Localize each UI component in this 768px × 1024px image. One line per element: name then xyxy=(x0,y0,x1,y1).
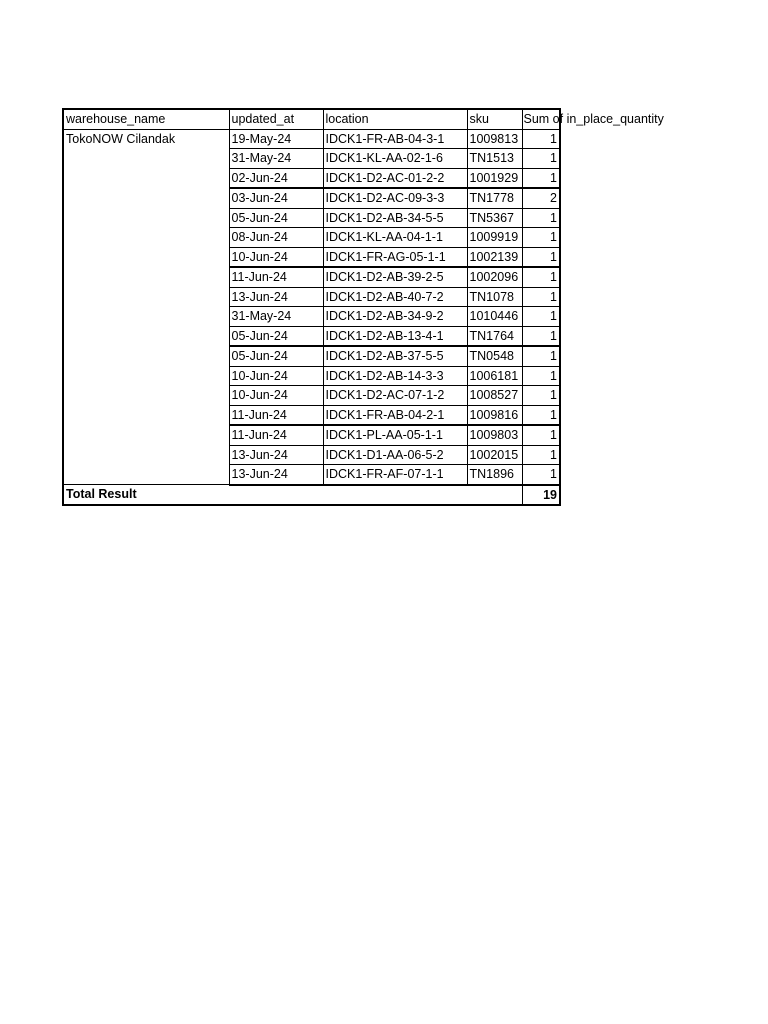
cell-location[interactable]: IDCK1-FR-AG-05-1-1 xyxy=(323,247,467,267)
cell-sku[interactable]: 1009919 xyxy=(467,228,522,248)
cell-updated-at[interactable]: 19-May-24 xyxy=(229,129,323,149)
cell-warehouse-empty[interactable] xyxy=(63,228,229,248)
cell-location[interactable]: IDCK1-D2-AB-40-7-2 xyxy=(323,287,467,307)
cell-quantity[interactable]: 1 xyxy=(522,267,560,287)
total-row xyxy=(63,485,560,506)
cell-sku[interactable]: TN1778 xyxy=(467,188,522,208)
cell-updated-at[interactable]: 03-Jun-24 xyxy=(229,188,323,208)
table-row xyxy=(63,366,560,386)
table-row xyxy=(63,267,560,287)
cell-sku[interactable]: TN5367 xyxy=(467,208,522,228)
cell-quantity[interactable]: 1 xyxy=(522,307,560,327)
cell-location[interactable]: IDCK1-D2-AB-14-3-3 xyxy=(323,366,467,386)
cell-warehouse-empty[interactable] xyxy=(63,465,229,485)
cell-quantity[interactable]: 1 xyxy=(522,228,560,248)
total-empty-cell[interactable] xyxy=(467,485,522,506)
cell-location[interactable]: IDCK1-FR-AB-04-2-1 xyxy=(323,405,467,425)
header-sum-label: Sum of in_place_quantity xyxy=(523,112,664,126)
cell-sku[interactable]: TN1513 xyxy=(467,149,522,169)
total-result-value[interactable]: 19 xyxy=(522,485,560,506)
cell-updated-at[interactable]: 31-May-24 xyxy=(229,149,323,169)
header-warehouse-name[interactable]: warehouse_name xyxy=(63,109,229,129)
table-row xyxy=(63,168,560,188)
cell-updated-at[interactable]: 13-Jun-24 xyxy=(229,445,323,465)
cell-updated-at[interactable]: 31-May-24 xyxy=(229,307,323,327)
table-row xyxy=(63,425,560,445)
cell-warehouse-empty[interactable] xyxy=(63,386,229,406)
cell-location[interactable]: IDCK1-D2-AC-07-1-2 xyxy=(323,386,467,406)
cell-warehouse-empty[interactable] xyxy=(63,326,229,346)
cell-sku[interactable]: 1001929 xyxy=(467,168,522,188)
cell-warehouse-empty[interactable] xyxy=(63,188,229,208)
cell-updated-at[interactable]: 13-Jun-24 xyxy=(229,465,323,485)
cell-updated-at[interactable]: 10-Jun-24 xyxy=(229,247,323,267)
cell-sku[interactable]: 1002096 xyxy=(467,267,522,287)
pivot-table xyxy=(62,108,664,506)
cell-warehouse-empty[interactable] xyxy=(63,366,229,386)
cell-location[interactable]: IDCK1-PL-AA-05-1-1 xyxy=(323,425,467,445)
cell-sku[interactable]: 1002015 xyxy=(467,445,522,465)
header-row xyxy=(63,109,560,129)
cell-sku[interactable]: TN1078 xyxy=(467,287,522,307)
cell-sku[interactable]: 1008527 xyxy=(467,386,522,406)
table-row xyxy=(63,405,560,425)
table-row xyxy=(63,307,560,327)
cell-updated-at[interactable]: 02-Jun-24 xyxy=(229,168,323,188)
cell-sku[interactable]: 1010446 xyxy=(467,307,522,327)
total-result-label[interactable]: Total Result xyxy=(63,485,229,506)
cell-quantity[interactable]: 1 xyxy=(522,445,560,465)
table-row xyxy=(63,346,560,366)
table-row xyxy=(63,208,560,228)
table-row xyxy=(63,326,560,346)
table-row xyxy=(63,188,560,208)
cell-sku[interactable]: 1002139 xyxy=(467,247,522,267)
cell-quantity[interactable]: 1 xyxy=(522,208,560,228)
cell-warehouse-empty[interactable] xyxy=(63,168,229,188)
cell-warehouse-empty[interactable] xyxy=(63,405,229,425)
cell-location[interactable]: IDCK1-KL-AA-04-1-1 xyxy=(323,228,467,248)
cell-sku[interactable]: 1006181 xyxy=(467,366,522,386)
cell-sku[interactable]: 1009803 xyxy=(467,425,522,445)
cell-updated-at[interactable]: 10-Jun-24 xyxy=(229,366,323,386)
cell-warehouse-empty[interactable] xyxy=(63,307,229,327)
cell-quantity[interactable]: 1 xyxy=(522,247,560,267)
cell-warehouse-empty[interactable] xyxy=(63,267,229,287)
cell-sku[interactable]: TN1896 xyxy=(467,465,522,485)
cell-quantity[interactable]: 1 xyxy=(522,346,560,366)
cell-warehouse-empty[interactable] xyxy=(63,247,229,267)
header-sum-in-place-quantity[interactable] xyxy=(522,109,664,129)
cell-location[interactable]: IDCK1-FR-AF-07-1-1 xyxy=(323,465,467,485)
cell-quantity[interactable]: 1 xyxy=(522,287,560,307)
cell-updated-at[interactable]: 11-Jun-24 xyxy=(229,405,323,425)
header-updated-at[interactable]: updated_at xyxy=(229,109,323,129)
cell-quantity[interactable]: 1 xyxy=(522,366,560,386)
cell-location[interactable]: IDCK1-D2-AB-34-9-2 xyxy=(323,307,467,327)
total-empty-cell[interactable] xyxy=(229,485,323,506)
cell-updated-at[interactable]: 10-Jun-24 xyxy=(229,386,323,406)
cell-sku[interactable]: 1009813 xyxy=(467,129,522,149)
total-empty-cell[interactable] xyxy=(323,485,467,506)
table-row xyxy=(63,129,560,149)
cell-warehouse-empty[interactable] xyxy=(63,425,229,445)
cell-quantity[interactable]: 1 xyxy=(522,129,560,149)
pivot-table-sheet xyxy=(62,108,664,506)
header-location[interactable]: location xyxy=(323,109,467,129)
cell-updated-at[interactable]: 13-Jun-24 xyxy=(229,287,323,307)
cell-location[interactable]: IDCK1-D2-AB-34-5-5 xyxy=(323,208,467,228)
table-row xyxy=(63,386,560,406)
cell-location[interactable]: IDCK1-D2-AB-37-5-5 xyxy=(323,346,467,366)
cell-sku[interactable]: 1009816 xyxy=(467,405,522,425)
cell-updated-at[interactable]: 11-Jun-24 xyxy=(229,267,323,287)
table-row xyxy=(63,445,560,465)
cell-quantity[interactable]: 1 xyxy=(522,168,560,188)
cell-location[interactable]: IDCK1-D1-AA-06-5-2 xyxy=(323,445,467,465)
cell-quantity[interactable]: 1 xyxy=(522,405,560,425)
cell-warehouse-empty[interactable] xyxy=(63,149,229,169)
cell-warehouse-empty[interactable] xyxy=(63,208,229,228)
table-row xyxy=(63,228,560,248)
cell-warehouse-empty[interactable] xyxy=(63,287,229,307)
cell-quantity[interactable]: 1 xyxy=(522,425,560,445)
cell-quantity[interactable]: 1 xyxy=(522,149,560,169)
cell-location[interactable]: IDCK1-D2-AC-01-2-2 xyxy=(323,168,467,188)
cell-updated-at[interactable]: 08-Jun-24 xyxy=(229,228,323,248)
cell-sku[interactable]: TN0548 xyxy=(467,346,522,366)
table-row xyxy=(63,149,560,169)
cell-quantity[interactable]: 1 xyxy=(522,386,560,406)
cell-location[interactable]: IDCK1-FR-AB-04-3-1 xyxy=(323,129,467,149)
cell-location[interactable]: IDCK1-D2-AC-09-3-3 xyxy=(323,188,467,208)
cell-location[interactable]: IDCK1-D2-AB-39-2-5 xyxy=(323,267,467,287)
cell-sku[interactable]: TN1764 xyxy=(467,326,522,346)
cell-updated-at[interactable]: 05-Jun-24 xyxy=(229,326,323,346)
cell-warehouse-name[interactable]: TokoNOW Cilandak xyxy=(63,129,229,149)
cell-quantity[interactable]: 2 xyxy=(522,188,560,208)
table-row xyxy=(63,287,560,307)
header-sku[interactable]: sku xyxy=(467,109,522,129)
cell-warehouse-empty[interactable] xyxy=(63,445,229,465)
table-row xyxy=(63,465,560,485)
cell-quantity[interactable]: 1 xyxy=(522,465,560,485)
cell-updated-at[interactable]: 05-Jun-24 xyxy=(229,208,323,228)
cell-location[interactable]: IDCK1-D2-AB-13-4-1 xyxy=(323,326,467,346)
table-row xyxy=(63,247,560,267)
cell-updated-at[interactable]: 05-Jun-24 xyxy=(229,346,323,366)
cell-updated-at[interactable]: 11-Jun-24 xyxy=(229,425,323,445)
cell-warehouse-empty[interactable] xyxy=(63,346,229,366)
cell-quantity[interactable]: 1 xyxy=(522,326,560,346)
cell-location[interactable]: IDCK1-KL-AA-02-1-6 xyxy=(323,149,467,169)
